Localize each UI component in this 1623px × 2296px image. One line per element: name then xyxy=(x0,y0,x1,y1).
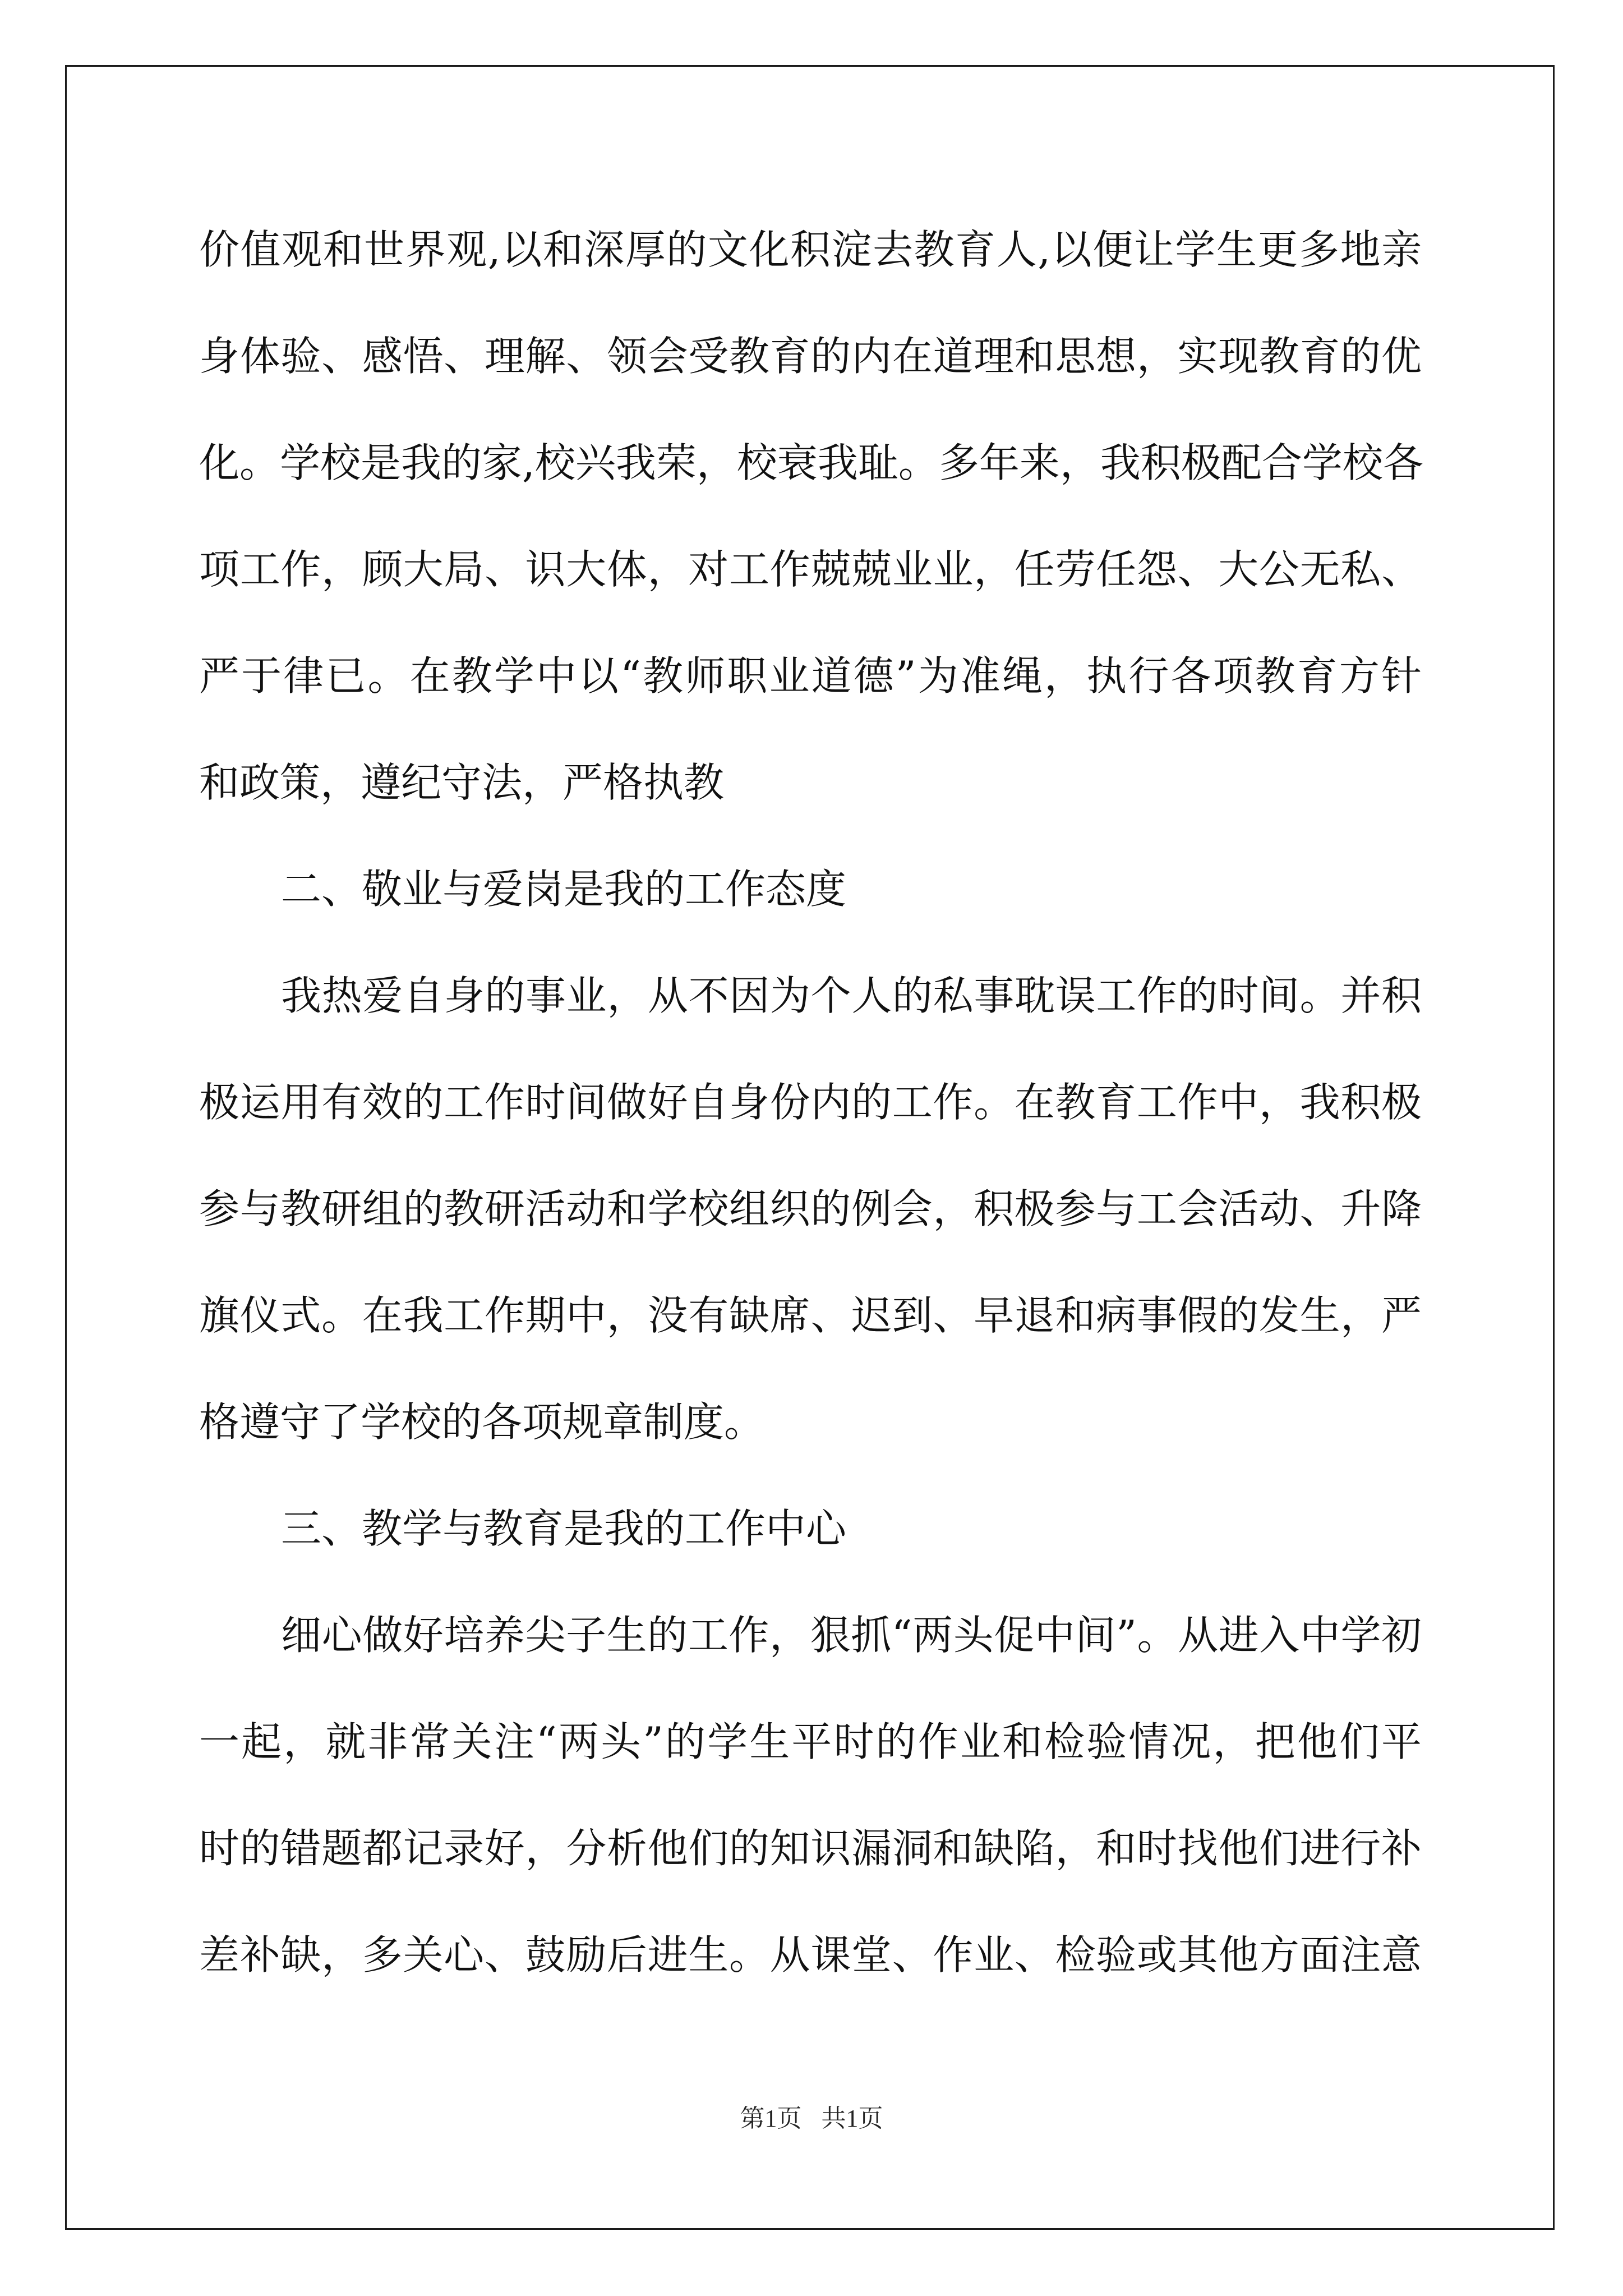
text-line-content: 极运用有效的工作时间做好自身份内的工作。在教育工作中，我积极 xyxy=(199,1079,1422,1126)
text-line-content: 价值观和世界观,以和深厚的文化积淀去教育人,以便让学生更多地亲 xyxy=(199,226,1422,273)
text-line-content: 身体验、感悟、理解、领会受教育的内在道理和思想，实现教育的优 xyxy=(199,333,1422,380)
text-line xyxy=(199,527,1422,634)
text-line xyxy=(199,1700,1422,1806)
text-line xyxy=(199,1380,1422,1487)
text-line-content: 时的错题都记录好，分析他们的知识漏洞和缺陷，和时找他们进行补 xyxy=(199,1825,1422,1872)
text-line-content: 细心做好培养尖子生的工作，狠抓“两头促中间”。从进入中学初 xyxy=(281,1612,1422,1659)
text-line-content: 三、教学与教育是我的工作中心 xyxy=(281,1505,847,1552)
text-line-content: 参与教研组的教研活动和学校组织的例会，积极参与工会活动、升降 xyxy=(199,1185,1422,1232)
page-total: 共1页 xyxy=(821,2105,883,2132)
document-body xyxy=(199,208,1422,2019)
text-line-content: 严于律已。在教学中以“教师职业道德”为准绳，执行各项教育方针 xyxy=(199,652,1422,700)
text-line-content: 和政策，遵纪守法，严格执教 xyxy=(199,759,725,806)
text-line-content: 我热爱自身的事业，从不因为个人的私事耽误工作的时间。并积 xyxy=(281,972,1422,1019)
text-line-content: 一起，就非常关注“两头”的学生平时的作业和检验情况，把他们平 xyxy=(199,1718,1422,1765)
text-line-content: 差补缺，多关心、鼓励后进生。从课堂、作业、检验或其他方面注意 xyxy=(199,1931,1422,1978)
text-line xyxy=(199,847,1422,954)
text-line-content: 格遵守了学校的各项规章制度。 xyxy=(199,1398,765,1446)
text-line xyxy=(199,634,1422,740)
text-line xyxy=(199,1806,1422,1913)
text-line xyxy=(199,421,1422,527)
text-line-content: 旗仪式。在我工作期中，没有缺席、迟到、早退和病事假的发生，严 xyxy=(199,1292,1422,1339)
page-number: 第1页 xyxy=(740,2105,802,2132)
text-line xyxy=(199,954,1422,1060)
text-line xyxy=(199,208,1422,314)
text-line-content: 项工作，顾大局、识大体，对工作兢兢业业，任劳任怨、大公无私、 xyxy=(199,546,1422,593)
page-footer xyxy=(0,2098,1623,2134)
text-line xyxy=(199,1273,1422,1380)
text-line xyxy=(199,1167,1422,1273)
text-line xyxy=(199,314,1422,421)
text-line-content: 二、敬业与爱岗是我的工作态度 xyxy=(281,866,847,913)
text-line xyxy=(199,1060,1422,1167)
text-line xyxy=(199,1913,1422,2019)
text-line-content: 化。学校是我的家,校兴我荣，校衰我耻。多年来，我积极配合学校各 xyxy=(199,439,1423,486)
text-line xyxy=(199,740,1422,847)
text-line xyxy=(199,1593,1422,1700)
text-line xyxy=(199,1487,1422,1593)
